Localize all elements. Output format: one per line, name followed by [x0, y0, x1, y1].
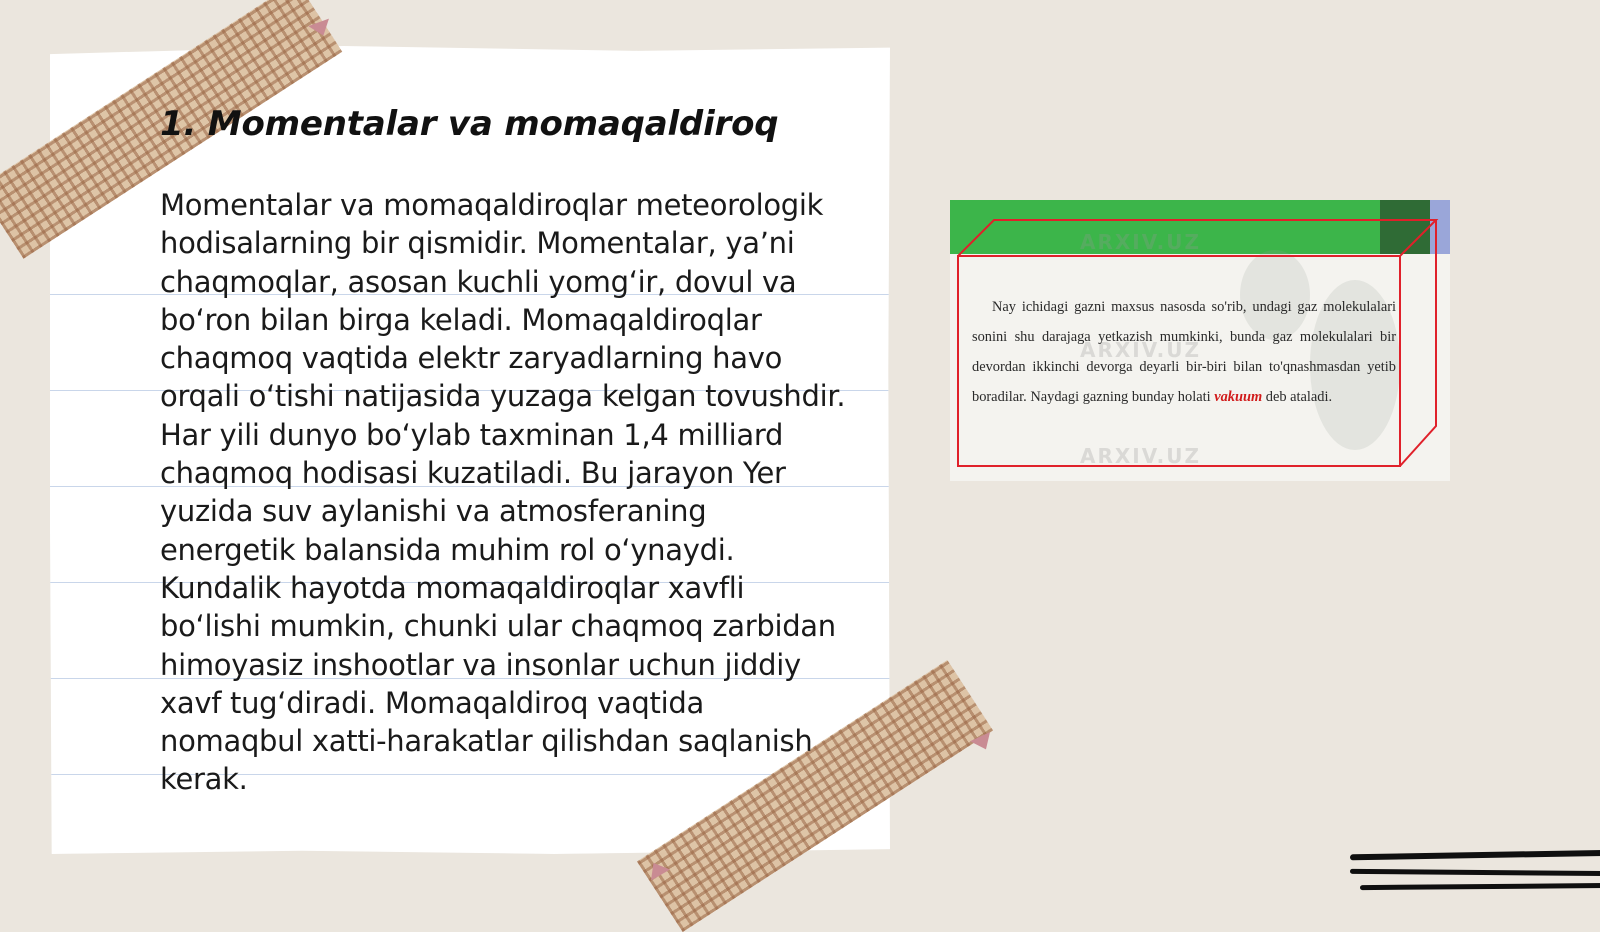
brush-stroke	[1350, 869, 1600, 876]
figure-paragraph	[972, 292, 1396, 412]
watermark-text: ARXIV.UZ	[1080, 338, 1201, 362]
watermark-text: ARXIV.UZ	[1080, 444, 1201, 468]
figure-text-before: Nay ichidagi gazni maxsus nasosda so'rib, undagi gaz molekulalari sonini shu darajaga yetkazish mumkinki, bunda gaz molekulalari bir devordan ikkinchi devorga deyarli bir-biri bilan to'qnashmasdan yetib boradilar. Naydagi gazning bunday holati	[972, 299, 1396, 405]
slide-body-text: Momentalar va momaqaldiroqlar meteorologik hodisalarning bir qismidir. Momentalar, ya’ni chaqmoqlar, asosan kuchli yomg‘ir, dovul va bo‘ron bilan birga keladi. Momaqaldiroqlar chaqmoq vaqtida elektr zaryadlarning havo orqali o‘tishi natijasida yuzaga kelgan tovushdir. Har yili dunyo bo‘ylab taxminan 1,4 milliard chaqmoq hodisasi kuzatiladi. Bu jarayon Yer yuzida suv aylanishi va atmosferaning energetik balansida muhim rol o‘ynaydi. Kundalik hayotda momaqaldiroqlar xavfli bo‘lishi mumkin, chunki ular chaqmoq zarbidan himoyasiz inshootlar va insonlar uchun jiddiy xavf tug‘diradi. Momaqaldiroq vaqtida nomaqbul xatti-harakatlar qilishdan saqlanish kerak.	[160, 188, 846, 797]
textbook-figure	[950, 200, 1450, 481]
brush-stroke	[1350, 850, 1600, 861]
watermark-text: ARXIV.UZ	[1080, 230, 1201, 254]
slide-title: 1. Momentalar va momaqaldiroq	[160, 104, 779, 144]
figure-text-after: deb ataladi.	[1262, 389, 1333, 405]
figure-emphasis-word: vakuum	[1214, 389, 1263, 405]
brush-stroke	[1360, 883, 1600, 890]
